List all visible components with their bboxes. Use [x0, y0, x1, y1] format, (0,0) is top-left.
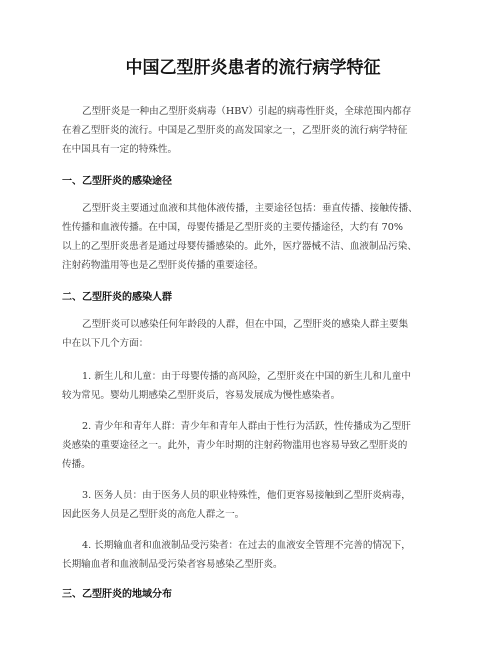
section-heading-distribution: 三、乙型肝炎的地域分布: [62, 589, 172, 600]
intro-paragraph: [62, 102, 444, 159]
text-line: 2. 青少年和青年人群：青少年和青年人群由于性行为活跃，性传播成为乙型肝: [82, 421, 411, 432]
list-item: [62, 417, 444, 474]
transmission-paragraph: [62, 199, 444, 275]
text-line: 乙型肝炎是一种由乙型肝炎病毒（HBV）引起的病毒性肝炎，全球范围内都存: [82, 106, 412, 117]
text-line: 中在以下几个方面：: [62, 338, 149, 349]
document-title: 中国乙型肝炎患者的流行病学特征: [125, 58, 381, 78]
text-line: 在着乙型肝炎的流行。中国是乙型肝炎的高发国家之一，乙型肝炎的流行病学特征: [62, 125, 408, 136]
text-line: 以上的乙型肝炎患者是通过母婴传播感染的。此外，医疗器械不洁、血液制品污染、: [62, 241, 417, 252]
text-line: 长期输血者和血液制品受污染者容易感染乙型肝炎。: [62, 559, 283, 570]
text-line: 在中国具有一定的特殊性。: [62, 144, 178, 155]
text-line: 因此医务人员是乙型肝炎的高危人群之一。: [62, 509, 245, 520]
text-line: 4. 长期输血者和血液制品受污染者：在过去的血液安全管理不完善的情况下，: [82, 540, 411, 551]
list-item: [62, 486, 444, 524]
text-line: 注射药物滥用等也是乙型肝炎传播的重要途径。: [62, 260, 264, 271]
section-heading-transmission: 一、乙型肝炎的感染途径: [62, 176, 172, 187]
section-heading-population: 二、乙型肝炎的感染人群: [62, 292, 172, 303]
list-item: [62, 367, 444, 405]
population-paragraph: [62, 315, 444, 353]
list-item: [62, 536, 444, 574]
text-line: 乙型肝炎主要通过血液和其他体液传播，主要途径包括：垂直传播、接触传播、: [82, 203, 418, 214]
text-line: 炎感染的重要途径之一。此外，青少年时期的注射药物滥用也容易导致乙型肝炎的: [62, 440, 408, 451]
text-line: 1. 新生儿和儿童：由于母婴传播的高风险，乙型肝炎在中国的新生儿和儿童中: [82, 371, 411, 382]
text-line: 乙型肝炎可以感染任何年龄段的人群，但在中国，乙型肝炎的感染人群主要集: [82, 319, 409, 330]
text-line: 3. 医务人员：由于医务人员的职业特殊性，他们更容易接触到乙型肝炎病毒，: [82, 490, 411, 501]
text-line: 传播。: [62, 459, 91, 470]
text-line: 较为常见。婴幼儿期感染乙型肝炎后，容易发展成为慢性感染者。: [62, 390, 341, 401]
text-line: 性传播和血液传播。在中国，母婴传播是乙型肝炎的主要传播途径，大约有 70%: [62, 222, 403, 233]
